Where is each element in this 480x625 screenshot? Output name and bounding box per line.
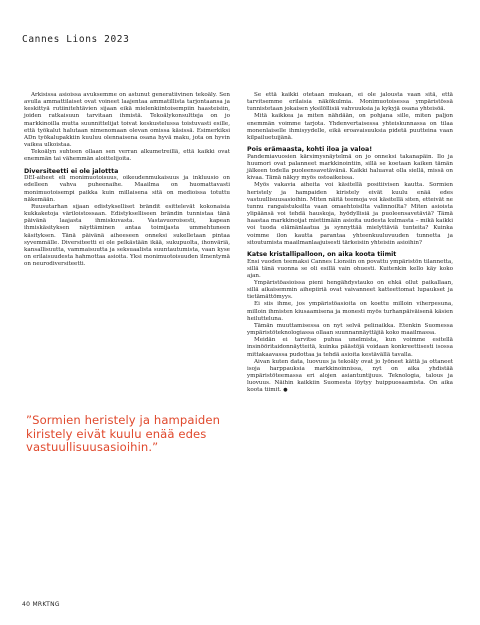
right-column	[247, 92, 453, 395]
pull-quote: ”Sormien heristely ja hampaiden kiristely eivät kuulu enää edes vastuullisuusasioihin.”	[26, 413, 221, 455]
body-paragraph: Mitä kaikkea ja miten nähdään, on pohjana sille, miten paljon enemmän voimme tarjota. Yhdenvertaisessa yhteiskunnassa on tilaa monenlaiselle ihmisyydelle, eikä eroavaisuuksia pidetä puutteina vaan kilpailuetuijänä.	[247, 113, 453, 141]
left-column	[24, 92, 230, 268]
final-paragraph-text: Aivan kuten data, luovuus ja tekoäly ovat jo lyöneet kättä ja ottaneet isoja harppauksia markkinoinnissa, nyt on aika yhdistää ympäristöteemassa eri alojen asiantuntijuus. Teknologia, talous ja luovuus. Näihin kaikkiin Suomesta löytyy huippuosaamista. On aika koota tiimit.	[247, 358, 453, 394]
subheading-crystal-ball: Katse kristallipalloon, on aika koota tiimit	[247, 250, 397, 258]
body-paragraph: Ensi vuoden teemaksi Cannes Lionsiin on povattu ympäristön tilannetta, sillä tänä vuonna se oli esillä vain ohuesti. Kuitenkin kello käy koko ajan.	[247, 258, 454, 279]
body-paragraph: Meidän ei tarvitse puhua unelmista, kun voimme esitellä insinööritaidonnäytteitä, kuinka päästöjä voidaan konkreettisesti isossa mittakaavassa pudottaa ja tehdä asioita kestävällä tavalla.	[247, 337, 453, 358]
section-header: Cannes Lions 2023	[22, 34, 130, 45]
body-paragraph: Ei siis ihme, jos ympäristöasioita on koettu milloin viherpesuna, milloin ihmisten kiusaamisena ja monesti myös turhanpäiväisenä käsien heiluttelunа.	[247, 301, 453, 322]
body-paragraph: DEI-aiheet eli monimuotoisuus, oikeudenmukaisuus ja inkluusio on edelleen vahva puheenaihe. Maailma on huomattavasti monimuotoisempi paikka kuin millaisena sitä on medioissa totuttu näkemään.	[24, 175, 230, 203]
body-paragraph: Arkisissa asioissa avuksemme on astunut generatiivinen tekoäly. Sen avulla ammattilaiset ovat voineet laajentaa ammatillista tarjontaansa ja keskittyä rutiinitehtävien sijaan eikä mielenkiintoisempiin haasteisiin, joiden ratkaisuun tarvitaan ihmistä. Tekoälykonsultteja on jo markkinoilla mutta suunnittelijat toivat keskustelussa toistuvasti esille, että työkalut halutaan nimenomaan olevan omissa käsissä. Esimerkiksi ADn työkalupakkiin kuuluu olennaisena osana hyvä maku, jota on hyvin vaikea ulkoistaa.	[24, 92, 230, 149]
subheading-joy: Pois erämaasta, kohti iloa ja valoa!	[247, 146, 373, 154]
body-paragraph: Tekoälyn suhteen ollaan sen verran alkumetreillä, että kaikki ovat enemmän tai vähemmän aloittelijoita.	[24, 149, 230, 163]
body-paragraph: Tämän muuttamisessa on nyt selvä peliпaikka. Etenkin Suomessa ympäristöteknologiassa ollaan suunnannäyttäjiä koko maailmassa.	[247, 322, 453, 337]
body-paragraph-final	[247, 359, 453, 395]
subheading-diversity: Diversiteetti ei ole jalottta	[24, 167, 119, 175]
body-paragraph: Ympäristöasioissa pieni hengähdystauko on ehkä ollut paikallaan, sillä aikaisemmin aihepiiriä ovat vaivanneet katteettomat lupaukset ja tietämättömyys.	[247, 280, 453, 301]
body-paragraph: Ruusutarhan sijaan edistykselliset brändit esittelevät kokonaisia kukkaketoja väriloistossaan. Edistykselliseen brändin tunnistaa tänä päivänä laajasta ihmiskuvasta. Vastavuoroisesti, kapean ihmiskäsityksen näyttäminen antaa toimijasta ummehtuneen käsityksen. Tänä päivänä aiheeseen onneksi sukelletaan pintaa syvemmälle. Diversiteetti ei ole pelkästään ikää, sukupuolta, ihonväriä, kansallisuutta, vammaisuutta ja seksuaalista suuntautumista, vaan kyse on erilaisuudesta hahmottaa asioita. Yksi monimuotoisuuden ilmentymä on neurodiversiteetti.	[24, 203, 230, 268]
end-mark-icon: ●	[283, 387, 288, 394]
body-paragraph: Se että kaikki otetaan mukaan, ei ole jalousta vaan sitä, että tarvitsemme erilaisia näkökulmia. Monimuotoisessa ympäristössä tunnistetaan jokaisen yksilöllisiä vahvuuksia ja kykyjä osana yhteisöä.	[247, 92, 453, 113]
page-footer: 40 MRKTNG	[22, 601, 60, 608]
body-paragraph: Myös vakavia aiheita voi käsitellä positiivisen kautta. Sormien heristely ja hampaiden kiristely eivät kuulu enää edes vastuullisuusasioihin. Miten näitä teemoja voi käsitellä siten, etteivät ne tunnu rangaistuksilta vaan omaehtoisilta valinnoilta? Miten asioista ylipäänsä voi tehdä hauskoja, hyödyllisiä ja puoleensavetäviä? Tämä haastaa markkinoijat miettimään asioita uudesta kulmasta – mikä kaikki voi tuoda elämänlaatua ja synnyttää mielyttäviä tunteita? Kuinka voimme ilon kautta parantaa yhteenkuuluvuuden tunnetta ja sitoutumista maailmanlaajuisesti tärkeisiin yhteisiin asioihin?	[247, 182, 453, 246]
body-paragraph: Pandemiavuosien kärsimysnäytelmä on jo onneksi takanapäin. Ilo ja huumori ovat palanneet markkinointiin, sillä se koetaan kaiken tämän jälkeen todella puoleensavetävänä. Kaikki haluavat olla siellä, missä on kivaa. Tämä näkyy myös ostoaikeissa.	[247, 153, 453, 182]
